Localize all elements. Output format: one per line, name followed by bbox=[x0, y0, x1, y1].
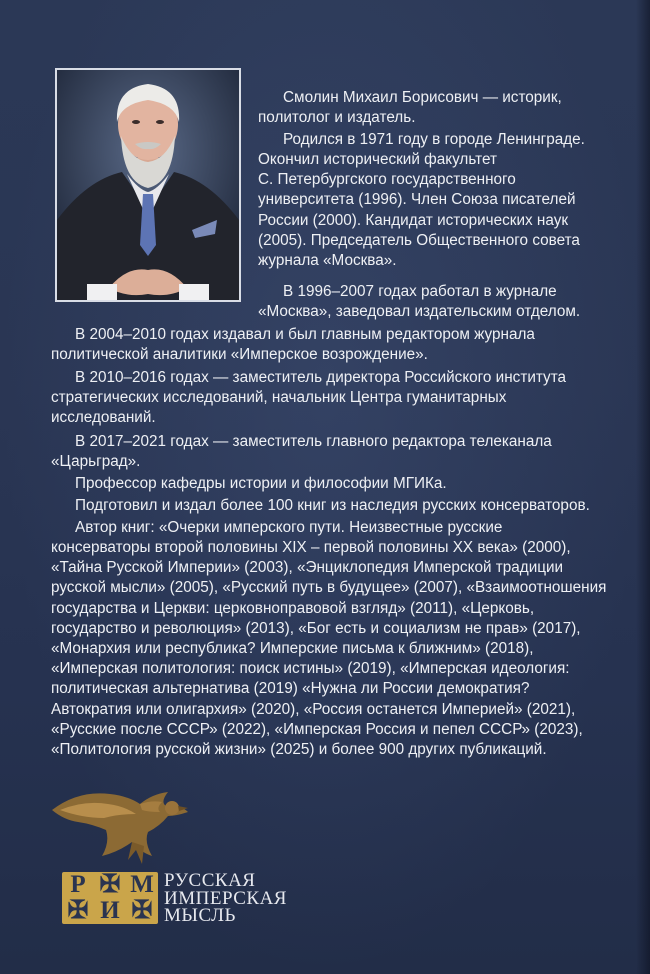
bio-line: Автократия или олигархия» (2020), «Россия останется Империей» (2021), bbox=[51, 700, 576, 718]
bio-line: государства и Церкви: церковноправовой взгляд» (2011), «Церковь, bbox=[51, 599, 535, 617]
bio-line: Родился в 1971 году в городе Ленинграде. bbox=[283, 131, 585, 148]
bio-line: политической аналитики «Имперское возрождение». bbox=[51, 346, 428, 363]
publisher-name bbox=[164, 872, 287, 925]
bio-paragraph-moskva-cont bbox=[258, 302, 580, 322]
author-portrait bbox=[55, 68, 241, 302]
bio-line: «Царьград». bbox=[51, 453, 141, 470]
logo-cross-icon: ✠ bbox=[131, 897, 153, 924]
bio-paragraph-2004-cont bbox=[51, 345, 428, 365]
bio-line: журнала «Москва». bbox=[258, 252, 397, 270]
bio-paragraph-bibliography-cont bbox=[51, 538, 606, 760]
bio-paragraph-intro-cont bbox=[258, 108, 415, 128]
bio-line: государство и революция» (2013), «Бог есть и социализм не прав» (2017), bbox=[51, 619, 581, 637]
bio-line: политолог и издатель. bbox=[258, 109, 416, 126]
bio-line: «Москва», заведовал издательским отделом. bbox=[258, 303, 581, 320]
bio-line: русской мысли» (2005), «Русский путь в будущее» (2007), «Взаимоотношения bbox=[51, 579, 607, 597]
bio-paragraph-bibliography bbox=[75, 518, 502, 538]
logo-cross-icon: ✠ bbox=[67, 897, 89, 924]
logo-letter: М bbox=[130, 871, 154, 898]
bio-line: В 2010–2016 годах — заместитель директора Российского института bbox=[75, 369, 567, 386]
bio-line: С. Петербургского государственного bbox=[258, 171, 516, 189]
bio-paragraph-2004 bbox=[75, 325, 535, 345]
bio-line: Профессор кафедры истории и философии МГИКа. bbox=[75, 475, 447, 492]
bio-line: Смолин Михаил Борисович — историк, bbox=[283, 89, 562, 106]
cover-edge-shadow bbox=[636, 0, 650, 974]
bio-line: В 2004–2010 годах издавал и был главным редактором журнала bbox=[75, 326, 535, 343]
bio-paragraph-intro bbox=[283, 88, 562, 108]
bio-line: политическая альтернатива (2019) «Нужна ли России демократия? bbox=[51, 680, 530, 698]
publisher-name-line: РУССКАЯ bbox=[164, 870, 256, 891]
publisher-name-line: МЫСЛЬ bbox=[164, 905, 236, 926]
bio-paragraph-books-count bbox=[75, 496, 590, 516]
bio-paragraph-2010 bbox=[75, 368, 566, 388]
bio-line: В 2017–2021 годах — заместитель главного редактора телеканала bbox=[75, 433, 552, 450]
bio-line: Окончил исторический факультет bbox=[258, 151, 497, 168]
bio-line: Подготовил и издал более 100 книг из наследия русских консерваторов. bbox=[75, 497, 590, 514]
logo-letter: Р bbox=[70, 871, 86, 898]
bio-line: (2005). Председатель Общественного совета bbox=[258, 231, 580, 249]
author-portrait-illustration bbox=[57, 70, 239, 300]
logo-letter: И bbox=[100, 897, 120, 924]
bio-line: «Тайна Русской Империи» (2003), «Энциклопедия Имперской традиции bbox=[51, 559, 564, 577]
bio-line: России (2000). Кандидат исторических наук bbox=[258, 211, 569, 229]
publisher-logo-mark bbox=[62, 872, 158, 924]
bio-line: «Имперская политология: поиск истины» (2019), «Имперская идеология: bbox=[51, 660, 570, 678]
bio-paragraph-professor bbox=[75, 474, 447, 494]
bio-line: «Монархия или республика? Имперские письма к ближним» (2018), bbox=[51, 640, 534, 658]
bio-paragraph-2017 bbox=[75, 432, 552, 452]
bio-line: консерваторы второй половины XIX – первой половины XX века» (2000), bbox=[51, 539, 571, 556]
bio-line: В 1996–2007 годах работал в журнале bbox=[283, 283, 557, 300]
bio-paragraph-2017-cont bbox=[51, 452, 140, 472]
bio-line: «Политология русской жизни» (2025) и более 900 других публикаций. bbox=[51, 741, 547, 759]
bio-line: Автор книг: «Очерки имперского пути. Неизвестные русские bbox=[75, 519, 503, 536]
bio-paragraph-2010-cont bbox=[51, 388, 506, 428]
publisher-name-line: ИМПЕРСКАЯ bbox=[164, 887, 287, 909]
bio-paragraph-birth bbox=[283, 130, 585, 150]
logo-cross-icon: ✠ bbox=[99, 871, 121, 898]
eagle-emblem-icon bbox=[48, 780, 198, 872]
bio-line: стратегических исследований, начальник Центра гуманитарных bbox=[51, 389, 507, 406]
bio-line: «Русские после СССР» (2022), «Имперская Россия и пепел СССР» (2023), bbox=[51, 720, 583, 738]
bio-line: исследований. bbox=[51, 409, 156, 427]
bio-paragraph-birth-cont bbox=[258, 150, 580, 271]
bio-paragraph-moskva bbox=[283, 282, 557, 302]
bio-line: университета (1996). Член Союза писателей bbox=[258, 191, 576, 209]
